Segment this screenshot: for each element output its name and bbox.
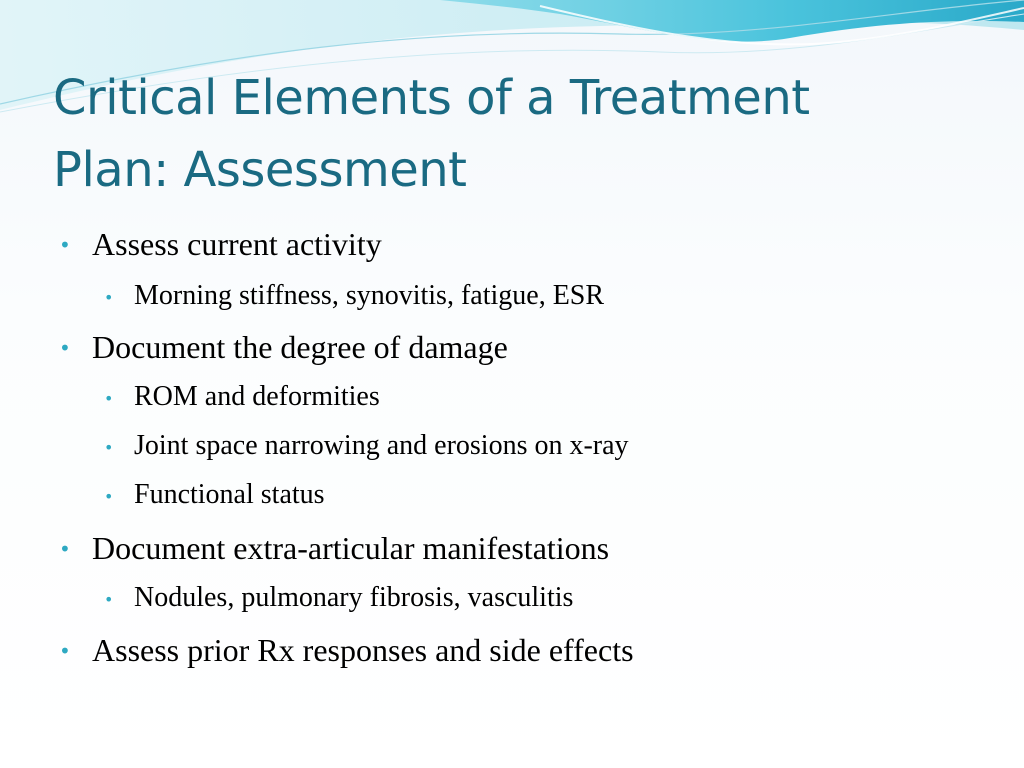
sub-bullet-text: Functional status [134, 479, 325, 510]
bullet-text: Assess prior Rx responses and side effects [92, 632, 634, 668]
sub-bullet-item [104, 280, 605, 312]
bullet-item [59, 632, 634, 668]
slide-title-line-1: Critical Elements of a Treatment [53, 70, 810, 126]
sub-bullet-text: Joint space narrowing and erosions on x-ray [134, 430, 629, 461]
bullet-dot-icon: • [59, 639, 71, 663]
bullet-item [59, 530, 610, 566]
sub-bullet-text: ROM and deformities [134, 381, 380, 412]
sub-bullet-text: Morning stiffness, synovitis, fatigue, ESR [134, 280, 605, 311]
bullet-item [59, 329, 508, 365]
bullet-text: Assess current activity [92, 226, 382, 262]
bullet-dot-icon: • [104, 487, 114, 506]
bullet-dot-icon: • [59, 233, 71, 257]
bullet-dot-icon: • [104, 288, 114, 307]
bullet-text: Document the degree of damage [92, 329, 508, 365]
slide-title-line-2: Plan: Assessment [53, 142, 467, 198]
sub-bullet-item [104, 582, 574, 614]
bullet-dot-icon: • [104, 389, 114, 408]
bullet-dot-icon: • [59, 537, 71, 561]
sub-bullet-item [104, 381, 380, 413]
bullet-text: Document extra-articular manifestations [92, 530, 610, 566]
bullet-item [59, 226, 382, 262]
sub-bullet-text: Nodules, pulmonary fibrosis, vasculitis [134, 582, 574, 613]
sub-bullet-item [104, 430, 629, 462]
bullet-dot-icon: • [59, 336, 71, 360]
bullet-dot-icon: • [104, 590, 114, 609]
sub-bullet-item [104, 479, 325, 511]
bullet-dot-icon: • [104, 438, 114, 457]
